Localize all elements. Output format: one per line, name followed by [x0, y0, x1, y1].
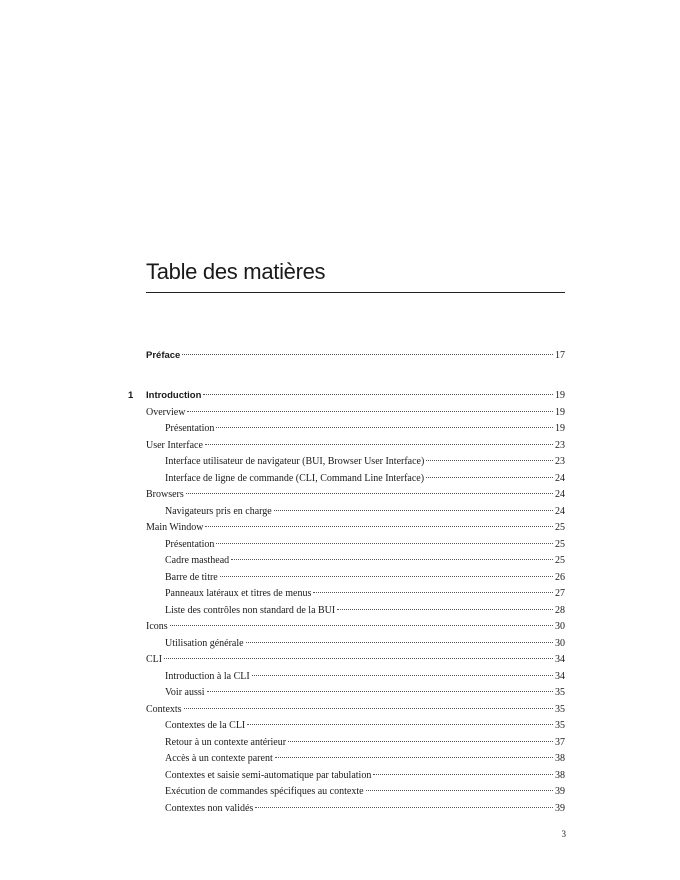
toc-subentry[interactable]	[165, 686, 565, 700]
toc-subentry[interactable]	[165, 472, 565, 486]
toc-page-number: 23	[555, 439, 565, 451]
toc-entry-label: Barre de titre	[165, 571, 218, 583]
toc-page-number: 34	[555, 670, 565, 682]
toc-entry-label: Contextes et saisie semi-automatique par tabulation	[165, 769, 372, 781]
toc-subentry[interactable]	[165, 769, 565, 783]
toc-page-number: 35	[555, 720, 565, 731]
dot-leader	[426, 460, 553, 461]
dot-leader	[246, 642, 553, 643]
page-title: Table des matières	[146, 259, 326, 284]
dot-leader	[255, 807, 553, 808]
dot-leader	[182, 354, 553, 355]
toc-page-number: 24	[555, 505, 565, 517]
toc-entry-label: CLI	[146, 654, 163, 665]
toc-entry-label: Icons	[146, 621, 168, 632]
toc-page-number: 19	[555, 390, 565, 401]
toc-page-number: 30	[555, 621, 565, 632]
toc-preface[interactable]	[146, 349, 565, 363]
dot-leader	[205, 444, 553, 445]
dot-leader	[231, 559, 553, 560]
toc-page-number: 38	[555, 753, 565, 764]
dot-leader	[187, 411, 553, 412]
toc-entry-label: Voir aussi	[165, 687, 205, 698]
toc-entry-label: Panneaux latéraux et titres de menus	[165, 588, 312, 599]
toc-page-number: 24	[555, 489, 565, 500]
toc-subentry[interactable]	[165, 455, 565, 469]
toc-page-number: 23	[555, 456, 565, 467]
toc-entry-label: Main Window	[146, 522, 204, 533]
dot-leader	[220, 576, 553, 577]
toc-page-number: 25	[555, 555, 565, 566]
toc-page-number: 35	[555, 687, 565, 698]
dot-leader	[205, 526, 553, 527]
toc-entry-label: User Interface	[146, 439, 203, 451]
toc-page-number: 27	[555, 588, 565, 599]
dot-leader	[313, 592, 553, 593]
dot-leader	[216, 543, 553, 544]
toc-subentry[interactable]	[165, 736, 565, 750]
toc-entry-label: Interface de ligne de commande (CLI, Command Line Interface)	[165, 472, 425, 484]
chapter-number: 1	[128, 390, 134, 401]
toc-entry[interactable]	[146, 406, 565, 420]
toc-subentry[interactable]	[165, 422, 565, 436]
dot-leader	[164, 658, 553, 659]
toc-entry[interactable]	[146, 653, 565, 667]
toc-page-number: 25	[555, 522, 565, 533]
toc-subentry[interactable]	[165, 719, 565, 733]
toc-page-number: 28	[555, 604, 565, 616]
dot-leader	[366, 790, 553, 791]
toc-page-number: 39	[555, 786, 565, 797]
toc-entry-label: Overview	[146, 406, 186, 418]
toc-subentry[interactable]	[165, 637, 565, 651]
dot-leader	[252, 675, 553, 676]
toc-subentry[interactable]	[165, 538, 565, 552]
toc-entry-label: Interface utilisateur de navigateur (BUI, Browser User Interface)	[165, 456, 425, 467]
toc-entry-label: Contexts	[146, 703, 182, 715]
toc-page-number: 26	[555, 571, 565, 583]
dot-leader	[426, 477, 553, 478]
toc-entry-label: Navigateurs pris en charge	[165, 505, 272, 517]
toc-subentry[interactable]	[165, 505, 565, 519]
toc-subentry[interactable]	[165, 785, 565, 799]
dot-leader	[274, 510, 553, 511]
toc-entry-label: Liste des contrôles non standard de la BUI	[165, 604, 336, 616]
dot-leader	[216, 427, 553, 428]
toc-subentry[interactable]	[165, 554, 565, 568]
dot-leader	[337, 609, 553, 610]
dot-leader	[186, 493, 553, 494]
toc-subentry[interactable]	[165, 752, 565, 766]
toc-page-number: 30	[555, 637, 565, 649]
toc-page-number: 34	[555, 654, 565, 665]
toc-subentry[interactable]	[165, 571, 565, 585]
toc-page-number: 35	[555, 703, 565, 715]
dot-leader	[247, 724, 553, 725]
page-number: 3	[561, 829, 566, 839]
toc-entry-label: Browsers	[146, 489, 184, 500]
toc-entry[interactable]	[146, 439, 565, 453]
toc-chapter[interactable]	[146, 389, 565, 403]
toc-entry-label: Retour à un contexte antérieur	[165, 736, 287, 748]
toc-entry-label: Contextes non validés	[165, 802, 254, 814]
dot-leader	[288, 741, 553, 742]
toc-entry-label: Contextes de la CLI	[165, 720, 246, 731]
toc-entry-label: Introduction	[146, 390, 202, 401]
dot-leader	[373, 774, 553, 775]
dot-leader	[203, 394, 553, 395]
toc-page-number: 39	[555, 802, 565, 814]
toc-entry-label: Introduction à la CLI	[165, 670, 250, 682]
toc-subentry[interactable]	[165, 802, 565, 816]
title-rule	[146, 292, 565, 293]
toc-entry-label: Accès à un contexte parent	[165, 753, 273, 764]
toc-entry-label: Préface	[146, 350, 181, 361]
toc-page-number: 25	[555, 538, 565, 550]
dot-leader	[275, 757, 553, 758]
toc-subentry[interactable]	[165, 604, 565, 618]
toc-entry[interactable]	[146, 521, 565, 535]
toc-entry[interactable]	[146, 703, 565, 717]
toc-subentry[interactable]	[165, 587, 565, 601]
toc-page-number: 17	[555, 350, 565, 361]
toc-page-number: 37	[555, 736, 565, 748]
toc-entry-label: Cadre masthead	[165, 555, 230, 566]
dot-leader	[170, 625, 553, 626]
toc-entry-label: Exécution de commandes spécifiques au contexte	[165, 786, 364, 797]
toc-entry[interactable]	[146, 620, 565, 634]
toc-entry-label: Utilisation générale	[165, 637, 244, 649]
dot-leader	[207, 691, 553, 692]
toc-entry-label: Présentation	[165, 538, 215, 550]
toc-entry-label: Présentation	[165, 423, 215, 434]
dot-leader	[184, 708, 553, 709]
toc-subentry[interactable]	[165, 670, 565, 684]
toc-entry[interactable]	[146, 488, 565, 502]
toc-page-number: 19	[555, 423, 565, 434]
toc-page-number: 19	[555, 406, 565, 418]
toc-page-number: 24	[555, 472, 565, 484]
toc-page-number: 38	[555, 769, 565, 781]
